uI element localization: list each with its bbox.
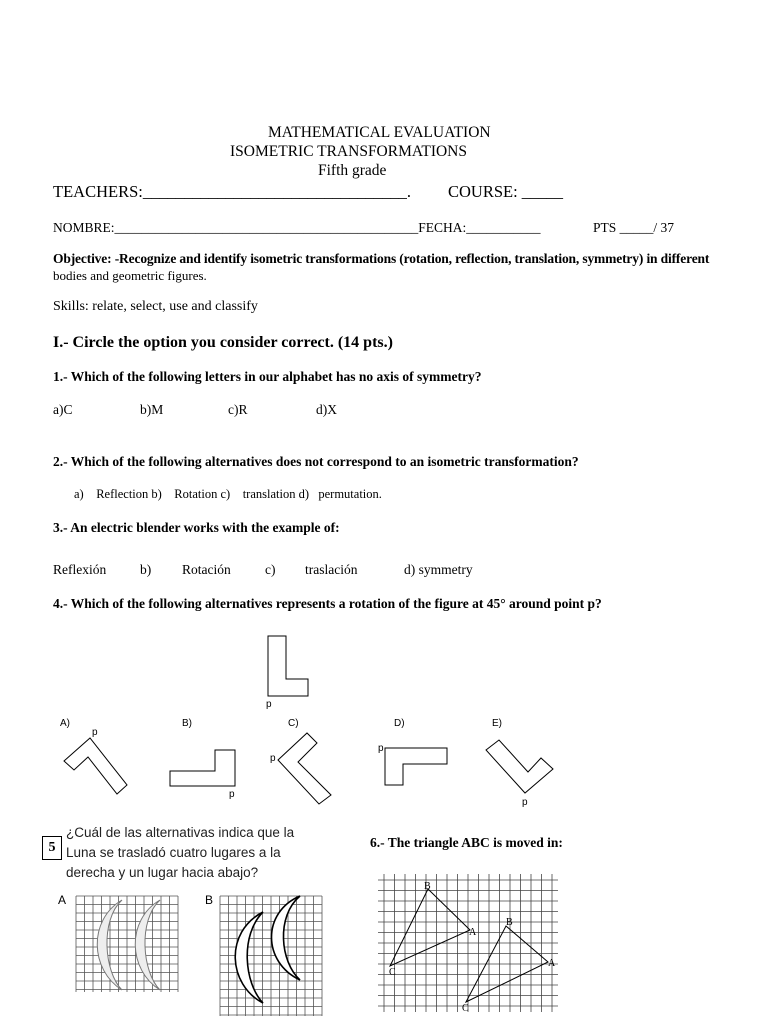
q5-line-2: Luna se trasladó cuatro lugares a la [66, 845, 281, 860]
q3-option-c-letter[interactable]: c) [265, 562, 276, 577]
option-d-point-label: p [378, 743, 384, 754]
section-1-heading: I.- Circle the option you consider correct. (14 pts.) [53, 334, 393, 351]
q6-vertex-a2: A [548, 958, 556, 969]
reference-point-label: p [266, 699, 272, 710]
objective-text-line-2: bodies and geometric figures. [53, 268, 207, 283]
q1-option-a[interactable]: a)C [53, 402, 73, 417]
option-c-label: C) [288, 718, 299, 729]
q3-option-b[interactable]: Rotación [182, 562, 231, 577]
q6-vertex-c2: C [462, 1003, 469, 1014]
option-b-point-label: p [229, 789, 235, 800]
question-1: 1.- Which of the following letters in our alphabet has no axis of symmetry? [53, 369, 482, 384]
skills-text: Skills: relate, select, use and classify [53, 299, 258, 314]
title-line-2: ISOMETRIC TRANSFORMATIONS [230, 143, 467, 160]
question-2: 2.- Which of the following alternatives does not correspond to an isometric transformation? [53, 454, 579, 469]
q6-vertex-b1: B [424, 881, 431, 892]
nombre-fecha-field[interactable]: NOMBRE:_____________________________________________FECHA:___________ [53, 220, 541, 235]
q5-option-b-label: B [205, 893, 214, 907]
option-c-point-label: p [270, 753, 276, 764]
title-line-1: MATHEMATICAL EVALUATION [268, 124, 491, 141]
objective-text: Objective: -Recognize and identify isometric transformations (rotation, reflection, translation, symmetry) in different [53, 251, 710, 266]
question-5-number: 5 [42, 836, 62, 860]
q3-option-d[interactable]: d) symmetry [404, 562, 473, 577]
points-field[interactable]: PTS _____/ 37 [593, 220, 675, 235]
option-e-label: E) [492, 718, 502, 729]
q5-line-1: ¿Cuál de las alternativas indica que la [66, 825, 295, 840]
question-3: 3.- An electric blender works with the example of: [53, 520, 340, 535]
q3-option-a[interactable]: Reflexión [53, 562, 107, 577]
option-b-label: B) [182, 718, 192, 729]
q2-options[interactable]: a) Reflection b) Rotation c) translation d) permutation. [74, 487, 382, 501]
option-e-point-label: p [522, 797, 528, 808]
q3-option-c[interactable]: traslación [305, 562, 358, 577]
q3-option-b-letter[interactable]: b) [140, 562, 152, 577]
q6-vertex-b2: B [506, 917, 513, 928]
q1-option-d[interactable]: d)X [316, 402, 337, 417]
q1-option-c[interactable]: c)R [228, 402, 248, 417]
title-line-3: Fifth grade [318, 162, 387, 179]
q5-line-3: derecha y un lugar hacia abajo? [66, 865, 259, 880]
question-4: 4.- Which of the following alternatives represents a rotation of the figure at 45° around point p? [53, 596, 602, 611]
option-a-label: A) [60, 718, 70, 729]
option-a-point-label: p [92, 727, 98, 738]
q5-option-a-label: A [58, 893, 67, 907]
q6-grid [378, 874, 558, 1012]
q6-triangle-original [390, 889, 470, 966]
question-6: 6.- The triangle ABC is moved in: [370, 835, 563, 850]
option-d-label: D) [394, 718, 405, 729]
q1-option-b[interactable]: b)M [140, 402, 164, 417]
q6-vertex-c1: C [389, 967, 396, 978]
q6-vertex-a1: A [469, 927, 477, 938]
course-field[interactable]: COURSE: _____ [448, 182, 564, 201]
teachers-field[interactable]: TEACHERS:________________________________. [53, 182, 411, 201]
